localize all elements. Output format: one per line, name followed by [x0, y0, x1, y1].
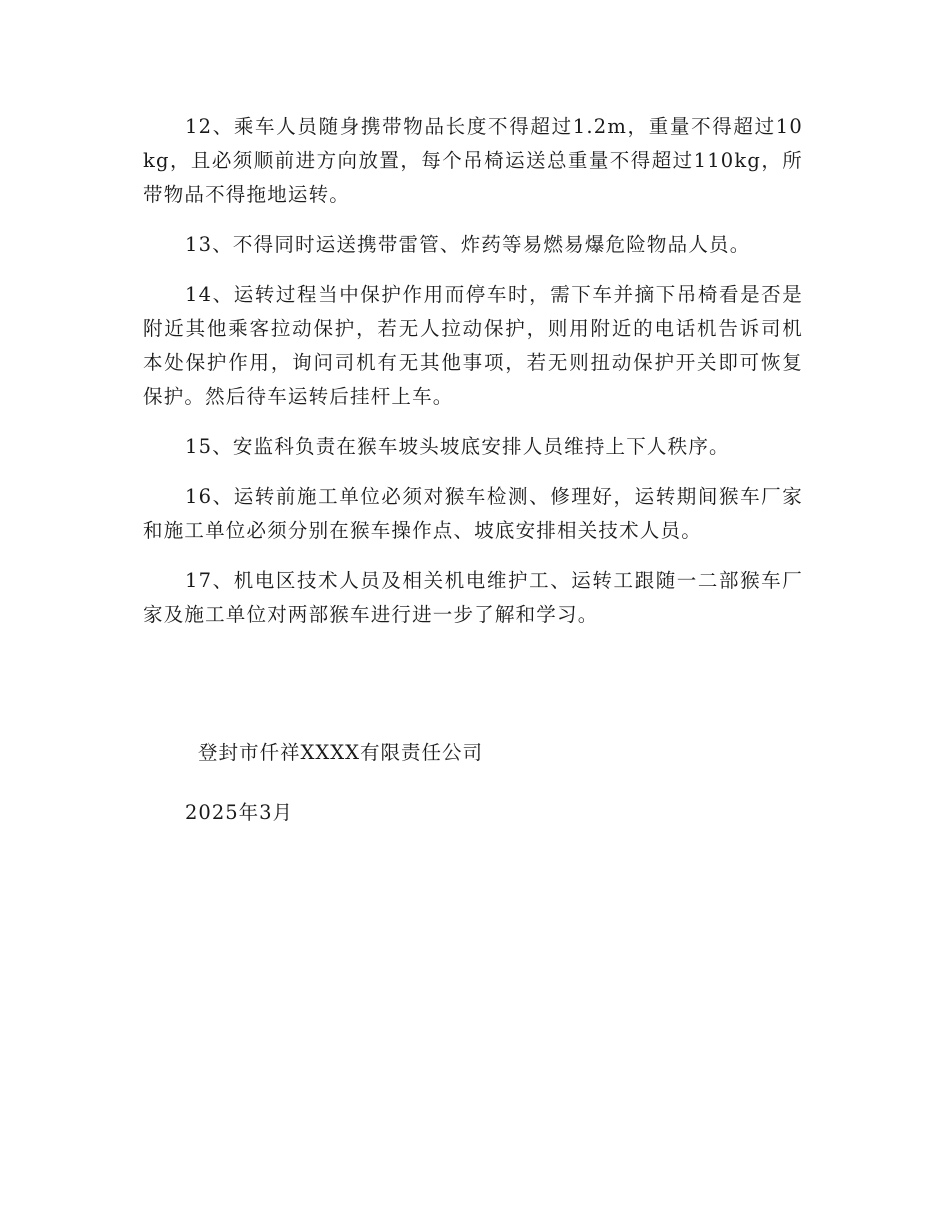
paragraph-14: 14、运转过程当中保护作用而停车时，需下车并摘下吊椅看是否是附近其他乘客拉动保护，若无人拉动保护，则用附近的电话机告诉司机本处保护作用，询问司机有无其他事项，若无则扭动保护开关即可恢复保护。然后待车运转后挂杆上车。: [143, 283, 803, 408]
company-signature: 登封市仟祥XXXX有限责任公司: [198, 741, 484, 764]
paragraph-13: 13、不得同时运送携带雷管、炸药等易燃易爆危险物品人员。: [185, 233, 751, 256]
document-date: 2025年3月: [185, 801, 294, 824]
document-body: [143, 110, 803, 648]
paragraph-15: 15、安监科负责在猴车坡头坡底安排人员维持上下人秩序。: [185, 435, 730, 458]
paragraph-12: 12、乘车人员随身携带物品长度不得超过1.2m，重量不得超过10kg，且必须顺前进方向放置，每个吊椅运送总重量不得超过110kg，所带物品不得拖地运转。: [143, 115, 803, 206]
paragraph-17: 17、机电区技术人员及相关机电维护工、运转工跟随一二部猴车厂家及施工单位对两部猴车进行进一步了解和学习。: [143, 569, 803, 626]
paragraph-16: 16、运转前施工单位必须对猴车检测、修理好，运转期间猴车厂家和施工单位必须分别在猴车操作点、坡底安排相关技术人员。: [143, 485, 803, 542]
